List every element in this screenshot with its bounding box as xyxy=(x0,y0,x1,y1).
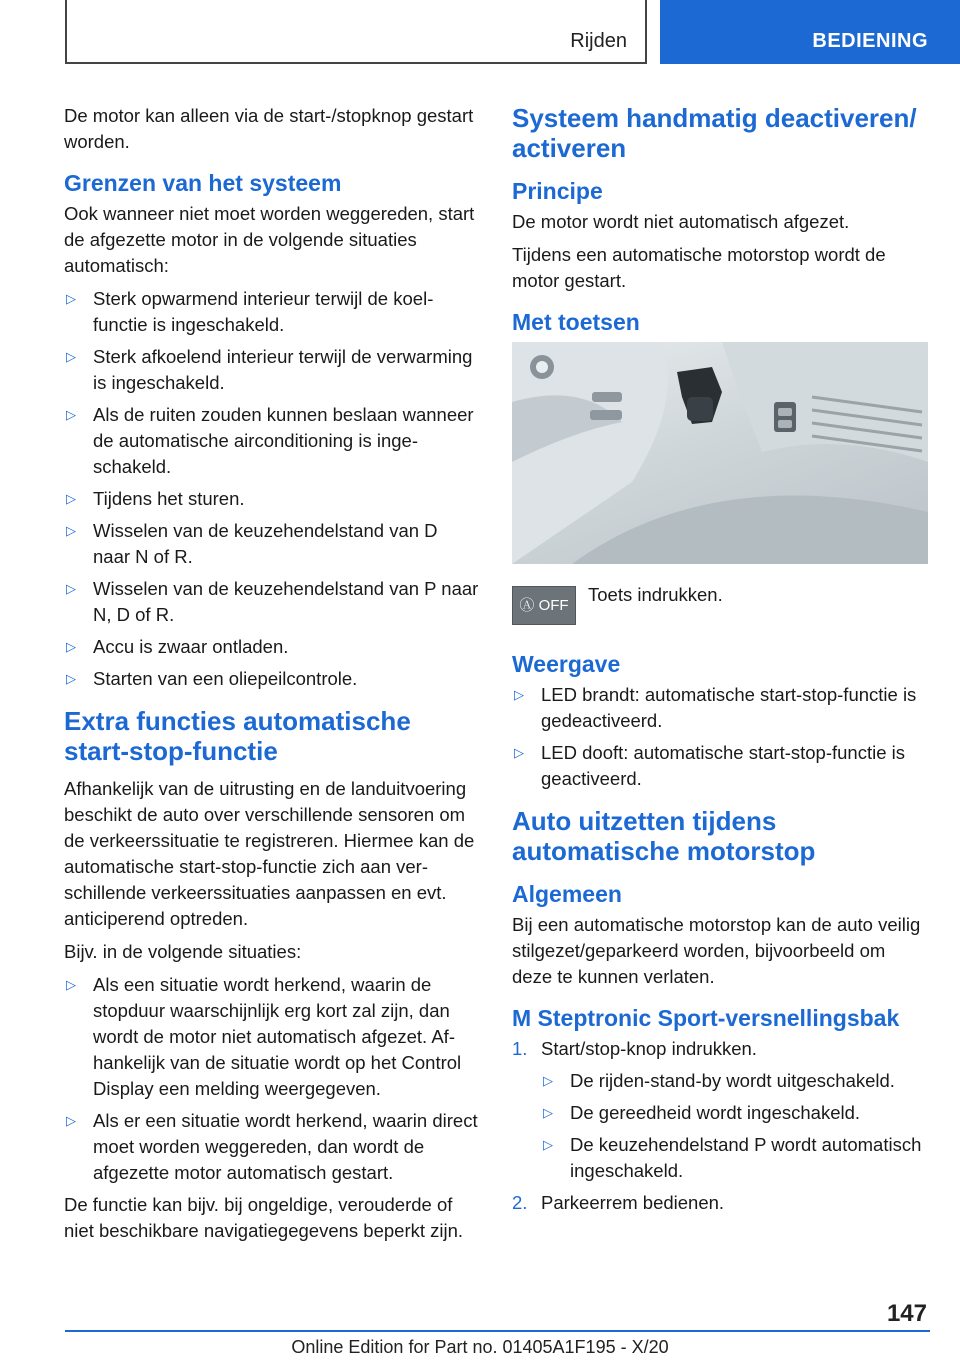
list-item: ▷ De rijden-stand-by wordt uitgeschakeld. xyxy=(541,1068,928,1094)
list-item: ▷ Als de ruiten zouden kunnen beslaan wanneer de automatische airconditioning is ingeschakeld. xyxy=(66,404,474,477)
triangle-bullet-icon: ▷ xyxy=(66,291,76,306)
step-text: Start/stop-knop indrukken. xyxy=(541,1038,757,1059)
list-item: ▷ LED brandt: automatische start-stop-functie is gedeactiveerd. xyxy=(514,684,917,731)
triangle-bullet-icon: ▷ xyxy=(66,581,76,596)
header-chapter-box xyxy=(660,0,960,64)
triangle-bullet-icon: ▷ xyxy=(514,687,524,702)
auto-start-stop-off-icon: Ⓐ OFF xyxy=(512,586,576,625)
shutdown-heading: Auto uitzetten tijdens automatische motorstop xyxy=(512,806,816,866)
steptronic-heading: M Steptronic Sport-versnellingsbak xyxy=(512,1005,900,1031)
principle-paragraph-1: De motor wordt niet automatisch afgezet. xyxy=(512,211,850,232)
manual-deactivation-heading: Systeem handmatig deactiveren/ activeren xyxy=(512,103,917,163)
principle-heading: Principe xyxy=(512,178,603,204)
button-caption: Toets indrukken. xyxy=(588,584,723,605)
triangle-bullet-icon: ▷ xyxy=(66,671,76,686)
display-heading: Weergave xyxy=(512,651,621,677)
limits-list xyxy=(64,286,479,692)
header-section-title: Rijden xyxy=(570,30,627,52)
extra-functions-heading: Extra functies automatische start-stop-functie xyxy=(64,706,411,766)
button-row xyxy=(512,582,928,632)
triangle-bullet-icon: ▷ xyxy=(66,977,76,992)
footer-edition-text: Online Edition for Part no. 01405A1F195 - X/20 xyxy=(291,1337,669,1357)
limits-paragraph: Ook wanneer niet moet worden weggereden, start de afgezette motor in de volgende situaties automatisch: xyxy=(64,203,475,276)
triangle-bullet-icon: ▷ xyxy=(66,407,76,422)
triangle-bullet-icon: ▷ xyxy=(66,639,76,654)
situations-intro: Bijv. in de volgende situaties: xyxy=(64,941,302,962)
triangle-bullet-icon: ▷ xyxy=(66,349,76,364)
general-paragraph: Bij een automatische motorstop kan de auto veilig stilgezet/geparkeerd worden, bijvoorbeeld om deze te kunnen verlaten. xyxy=(512,914,921,987)
list-item: ▷ Starten van een oliepeilcontrole. xyxy=(64,666,479,692)
cockpit-photo xyxy=(512,342,928,564)
extra-functions-paragraph: Afhankelijk van de uitrusting en de landuitvoering beschikt de auto over verschillende sensoren om de verkeerssituatie te registreren. Hiermee kan de automatische start-stop-functie zich aan verschillende verkeerssituaties aanpassen en evt. anticiperend optreden. xyxy=(64,778,475,929)
list-item: ▷ Als er een situatie wordt herkend, waarin direct moet worden weggereden, dan wordt de afgezette motor automatisch gestart. xyxy=(66,1110,478,1183)
list-item: ▷ Wisselen van de keuzehendelstand van D naar N of R. xyxy=(66,520,438,567)
step-text: Parkeerrem bedienen. xyxy=(541,1192,725,1213)
steps-list xyxy=(512,1036,928,1216)
display-list xyxy=(512,682,928,792)
list-item: ▷ Wisselen van de keuzehendelstand van P naar N, D of R. xyxy=(66,578,479,625)
step-number: 2. xyxy=(512,1192,528,1213)
triangle-bullet-icon: ▷ xyxy=(543,1073,553,1088)
step-substeps xyxy=(541,1068,928,1184)
right-column xyxy=(512,103,928,1222)
principle-paragraph-2: Tijdens een automatische motorstop wordt de motor gestart. xyxy=(512,244,886,291)
intro-paragraph: De motor kan alleen via de start-/stopknop gestart worden. xyxy=(64,105,474,152)
list-item: ▷ Accu is zwaar ontladen. xyxy=(64,634,479,660)
step-item xyxy=(512,1036,928,1184)
page-number: 147 xyxy=(886,1300,927,1327)
footer-divider xyxy=(65,1330,930,1332)
triangle-bullet-icon: ▷ xyxy=(66,1113,76,1128)
general-heading: Algemeen xyxy=(512,881,622,907)
cockpit-illustration xyxy=(512,342,928,564)
situations-list xyxy=(64,972,479,1186)
list-item: ▷ De gereedheid wordt ingeschakeld. xyxy=(541,1100,928,1126)
list-item: ▷ Sterk opwarmend interieur terwijl de koelfunctie is ingeschakeld. xyxy=(66,288,434,335)
step-number: 1. xyxy=(512,1038,528,1059)
limitation-paragraph: De functie kan bijv. bij ongeldige, verouderde of niet beschikbare navigatiegegevens beperkt zijn. xyxy=(64,1194,464,1241)
header-chapter-title: BEDIENING xyxy=(812,30,928,52)
list-item: ▷ Tijdens het sturen. xyxy=(64,486,479,512)
triangle-bullet-icon: ▷ xyxy=(66,523,76,538)
left-column xyxy=(64,103,479,1251)
step-item xyxy=(512,1190,928,1216)
header-section-box xyxy=(65,0,647,64)
triangle-bullet-icon: ▷ xyxy=(543,1137,553,1152)
triangle-bullet-icon: ▷ xyxy=(543,1105,553,1120)
triangle-bullet-icon: ▷ xyxy=(66,491,76,506)
list-item: ▷ De keuzehendelstand P wordt automatisch ingeschakeld. xyxy=(543,1134,922,1181)
buttons-heading: Met toetsen xyxy=(512,309,640,335)
triangle-bullet-icon: ▷ xyxy=(514,745,524,760)
limits-heading: Grenzen van het systeem xyxy=(64,170,342,196)
list-item: ▷ Sterk afkoelend interieur terwijl de verwarming is ingeschakeld. xyxy=(66,346,473,393)
list-item: ▷ Als een situatie wordt herkend, waarin de stopduur waarschijnlijk erg kort zal zijn, dan wordt de motor niet automatisch afgezet. Afhankelijk van de situatie wordt op het Control Display een melding weergegeven. xyxy=(66,974,462,1099)
list-item: ▷ LED dooft: automatische start-stop-functie is geactiveerd. xyxy=(514,742,906,789)
